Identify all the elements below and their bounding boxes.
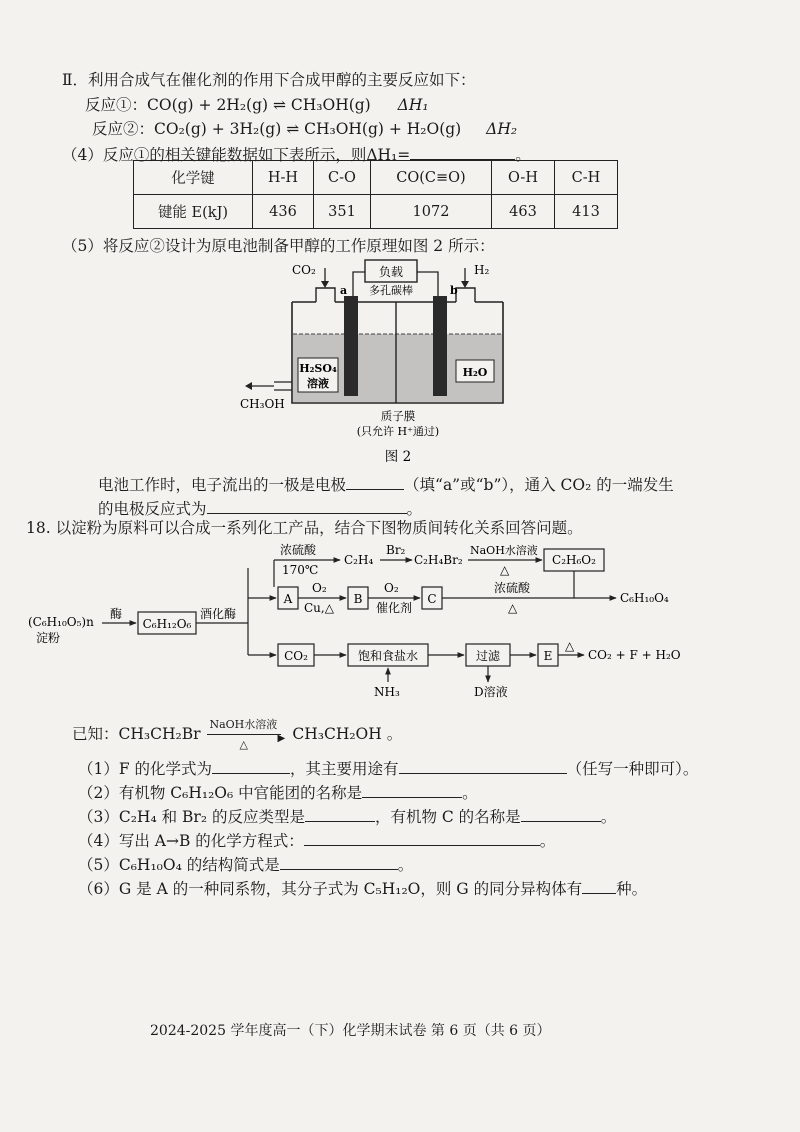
figure-2-cell-diagram (230, 258, 520, 468)
sub-question-5-end: 。 (397, 856, 414, 874)
bond-energy-table (133, 160, 618, 229)
electrode-a-label: a (340, 284, 348, 297)
o2-label-1: O₂ (312, 581, 327, 595)
sub-question-3-end: 。 (600, 808, 617, 826)
br2-label: Br₂ (386, 543, 406, 557)
sub-question-1 (78, 757, 698, 779)
reaction-1-label: 反应①： (85, 96, 148, 114)
co2-inlet (316, 288, 335, 302)
sub-question-1-mid: ，其主要用途有 (290, 760, 399, 778)
heat-label-3: △ (565, 639, 575, 653)
reaction-1 (85, 95, 429, 115)
reaction-2-equation: CO₂(g) + 3H₂(g) ⇌ CH₃OH(g) + H₂O(g) (154, 120, 462, 138)
nh3-label: NH₃ (374, 685, 400, 699)
answer-blank-isomer-count[interactable] (582, 877, 616, 894)
question-5-line-2 (98, 497, 422, 519)
h2so4-label-2: 浓硫酸 (494, 581, 531, 595)
reaction-2 (92, 119, 517, 139)
filter-label: 过滤 (475, 649, 501, 663)
table-cell: 键能 E(kJ) (134, 195, 253, 229)
known-arrow: NaOH水溶液 ▶ △ (205, 724, 287, 744)
question-5-line-1 (98, 473, 674, 495)
table-cell: 463 (492, 195, 555, 229)
membrane-label-1: 质子膜 (380, 409, 416, 423)
glucose-label: C₆H₁₂O₆ (142, 617, 192, 631)
figure-caption: 图 2 (384, 449, 412, 465)
c2h6o2-label: C₂H₆O₂ (552, 553, 596, 567)
reaction-1-enthalpy: ΔH₁ (397, 96, 429, 114)
question-4-text: （4）反应①的相关键能数据如下表所示，则ΔH₁= (62, 146, 411, 164)
sub-question-4 (78, 829, 555, 851)
answer-blank-electrode[interactable] (346, 473, 404, 490)
electrode-b-label: b (450, 284, 458, 297)
c2h4-label: C₂H₄ (344, 553, 374, 567)
sub-question-6-text: （6）G 是 A 的一种同系物，其分子式为 C₅H₁₂O，则 G 的同分异构体有 (78, 880, 583, 898)
sub-question-3 (78, 805, 616, 827)
known-label: 已知： (72, 725, 119, 743)
table-cell: C-O (314, 161, 371, 195)
acid-label-2: 溶液 (307, 377, 329, 390)
known-condition: NaOH水溶液 (209, 718, 278, 731)
electrode-b (433, 296, 447, 396)
conversion-flowchart (28, 540, 728, 705)
load-label: 负载 (378, 265, 404, 279)
sub-question-2-text: （2）有机物 C₆H₁₂O₆ 中官能团的名称是 (78, 784, 363, 802)
table-cell: 436 (253, 195, 314, 229)
product-c6h10o4: C₆H₁₀O₄ (620, 591, 669, 605)
question-18-stem: 18. 以淀粉为原料可以合成一系列化工产品，结合下图物质间转化关系回答问题。 (26, 519, 583, 537)
sub-question-6 (78, 877, 647, 899)
membrane-label-2: (只允许 H⁺通过) (356, 425, 440, 438)
question-5-line-2-text: 的电极反应式为 (98, 500, 207, 518)
label-C: C (427, 592, 437, 606)
sub-question-2 (78, 781, 478, 803)
table-cell: O-H (492, 161, 555, 195)
question-5-text: （5）将反应②设计为原电池制备甲醇的工作原理如图 2 所示： (62, 237, 495, 255)
answer-blank-functional-group[interactable] (362, 781, 462, 798)
table-cell: 413 (555, 195, 618, 229)
sub-question-6-end: 种。 (616, 880, 648, 898)
known-product: CH₃CH₂OH 。 (292, 725, 403, 743)
co2-label: CO₂ (292, 263, 316, 277)
heat-label-1: △ (500, 563, 510, 577)
h2-inlet (456, 288, 475, 302)
table-cell: 化学键 (134, 161, 253, 195)
methanol-label: CH₃OH (240, 397, 285, 411)
question-5-line-2-end: 。 (406, 500, 423, 518)
question-5-line-1b: （填“a”或“b”），通入 CO₂ 的一端发生 (404, 476, 674, 494)
part2-heading: Ⅱ．利用合成气在催化剂的作用下合成甲醇的主要反应如下： (62, 71, 476, 89)
naoh-label: NaOH水溶液 (470, 544, 538, 557)
rod-label: 多孔碳棒 (369, 284, 413, 297)
answer-blank-reaction-type[interactable] (305, 805, 375, 822)
known-heat: △ (239, 738, 248, 751)
sub-question-3-mid: ，有机物 C 的名称是 (374, 808, 521, 826)
temp-170-label: 170℃ (282, 563, 319, 577)
answer-blank-f-formula[interactable] (212, 757, 290, 774)
sub-question-5-text: （5）C₆H₁₀O₄ 的结构简式是 (78, 856, 280, 874)
table-cell: C-H (555, 161, 618, 195)
table-cell: 1072 (371, 195, 492, 229)
table-row (134, 161, 618, 195)
known-reactant: CH₃CH₂Br (118, 725, 201, 743)
c2h4br2-label: C₂H₄Br₂ (414, 553, 463, 567)
decomposition-products: CO₂ + F + H₂O (588, 648, 681, 662)
wire-left (353, 272, 365, 300)
d-solution-label: D溶液 (474, 685, 508, 699)
water-label: H₂O (462, 366, 488, 379)
answer-blank-dh1[interactable] (410, 143, 515, 160)
acid-label-1: H₂SO₄ (299, 362, 337, 375)
co2-flow-label: CO₂ (284, 649, 308, 663)
question-4-end: 。 (515, 146, 531, 164)
h2so4-label-1: 浓硫酸 (280, 543, 317, 557)
heat-label-2: △ (508, 601, 518, 615)
electrode-a (344, 296, 358, 396)
o2-label-2: O₂ (384, 581, 399, 595)
label-B: B (353, 592, 363, 606)
sub-question-1-end: （任写一种即可）。 (566, 760, 699, 778)
sub-question-3-text: （3）C₂H₄ 和 Br₂ 的反应类型是 (78, 808, 305, 826)
starch-label: 淀粉 (36, 631, 61, 645)
known-reaction (72, 718, 403, 751)
reaction-2-enthalpy: ΔH₂ (486, 120, 518, 138)
table-cell: 351 (314, 195, 371, 229)
sub-question-2-end: 。 (462, 784, 478, 802)
label-A: A (283, 592, 293, 606)
brine-label: 饱和食盐水 (357, 649, 419, 663)
answer-blank-a-to-b-equation[interactable] (304, 829, 540, 846)
answer-blank-structure[interactable] (280, 853, 398, 870)
wire-right (417, 272, 438, 300)
label-E: E (543, 649, 553, 663)
page-footer: 2024-2025 学年度高一（下）化学期末试卷 第 6 页（共 6 页） (150, 1023, 551, 1039)
sub-question-4-end: 。 (539, 832, 556, 850)
reaction-2-label: 反应②： (92, 120, 155, 138)
answer-blank-f-use[interactable] (399, 757, 567, 774)
table-cell: H-H (253, 161, 314, 195)
answer-blank-c-name[interactable] (521, 805, 601, 822)
wine-enzyme-label: 酒化酶 (200, 607, 237, 621)
catalyst-label: 催化剂 (376, 601, 413, 615)
reaction-1-equation: CO(g) + 2H₂(g) ⇌ CH₃OH(g) (147, 96, 371, 114)
table-cell: CO(C≡O) (371, 161, 492, 195)
sub-question-5 (78, 853, 413, 875)
table-row (134, 195, 618, 229)
sub-question-4-text: （4）写出 A→B 的化学方程式： (78, 832, 304, 850)
starch-formula: (C₆H₁₀O₅)n (28, 615, 94, 629)
enzyme-label: 酶 (110, 607, 123, 621)
sub-question-1-text: （1）F 的化学式为 (78, 760, 213, 778)
h2-label: H₂ (474, 263, 490, 277)
cu-heat-label: Cu,△ (304, 601, 334, 615)
question-5-line-1a: 电池工作时，电子流出的一极是电极 (98, 476, 347, 494)
answer-blank-electrode-equation[interactable] (207, 497, 407, 514)
